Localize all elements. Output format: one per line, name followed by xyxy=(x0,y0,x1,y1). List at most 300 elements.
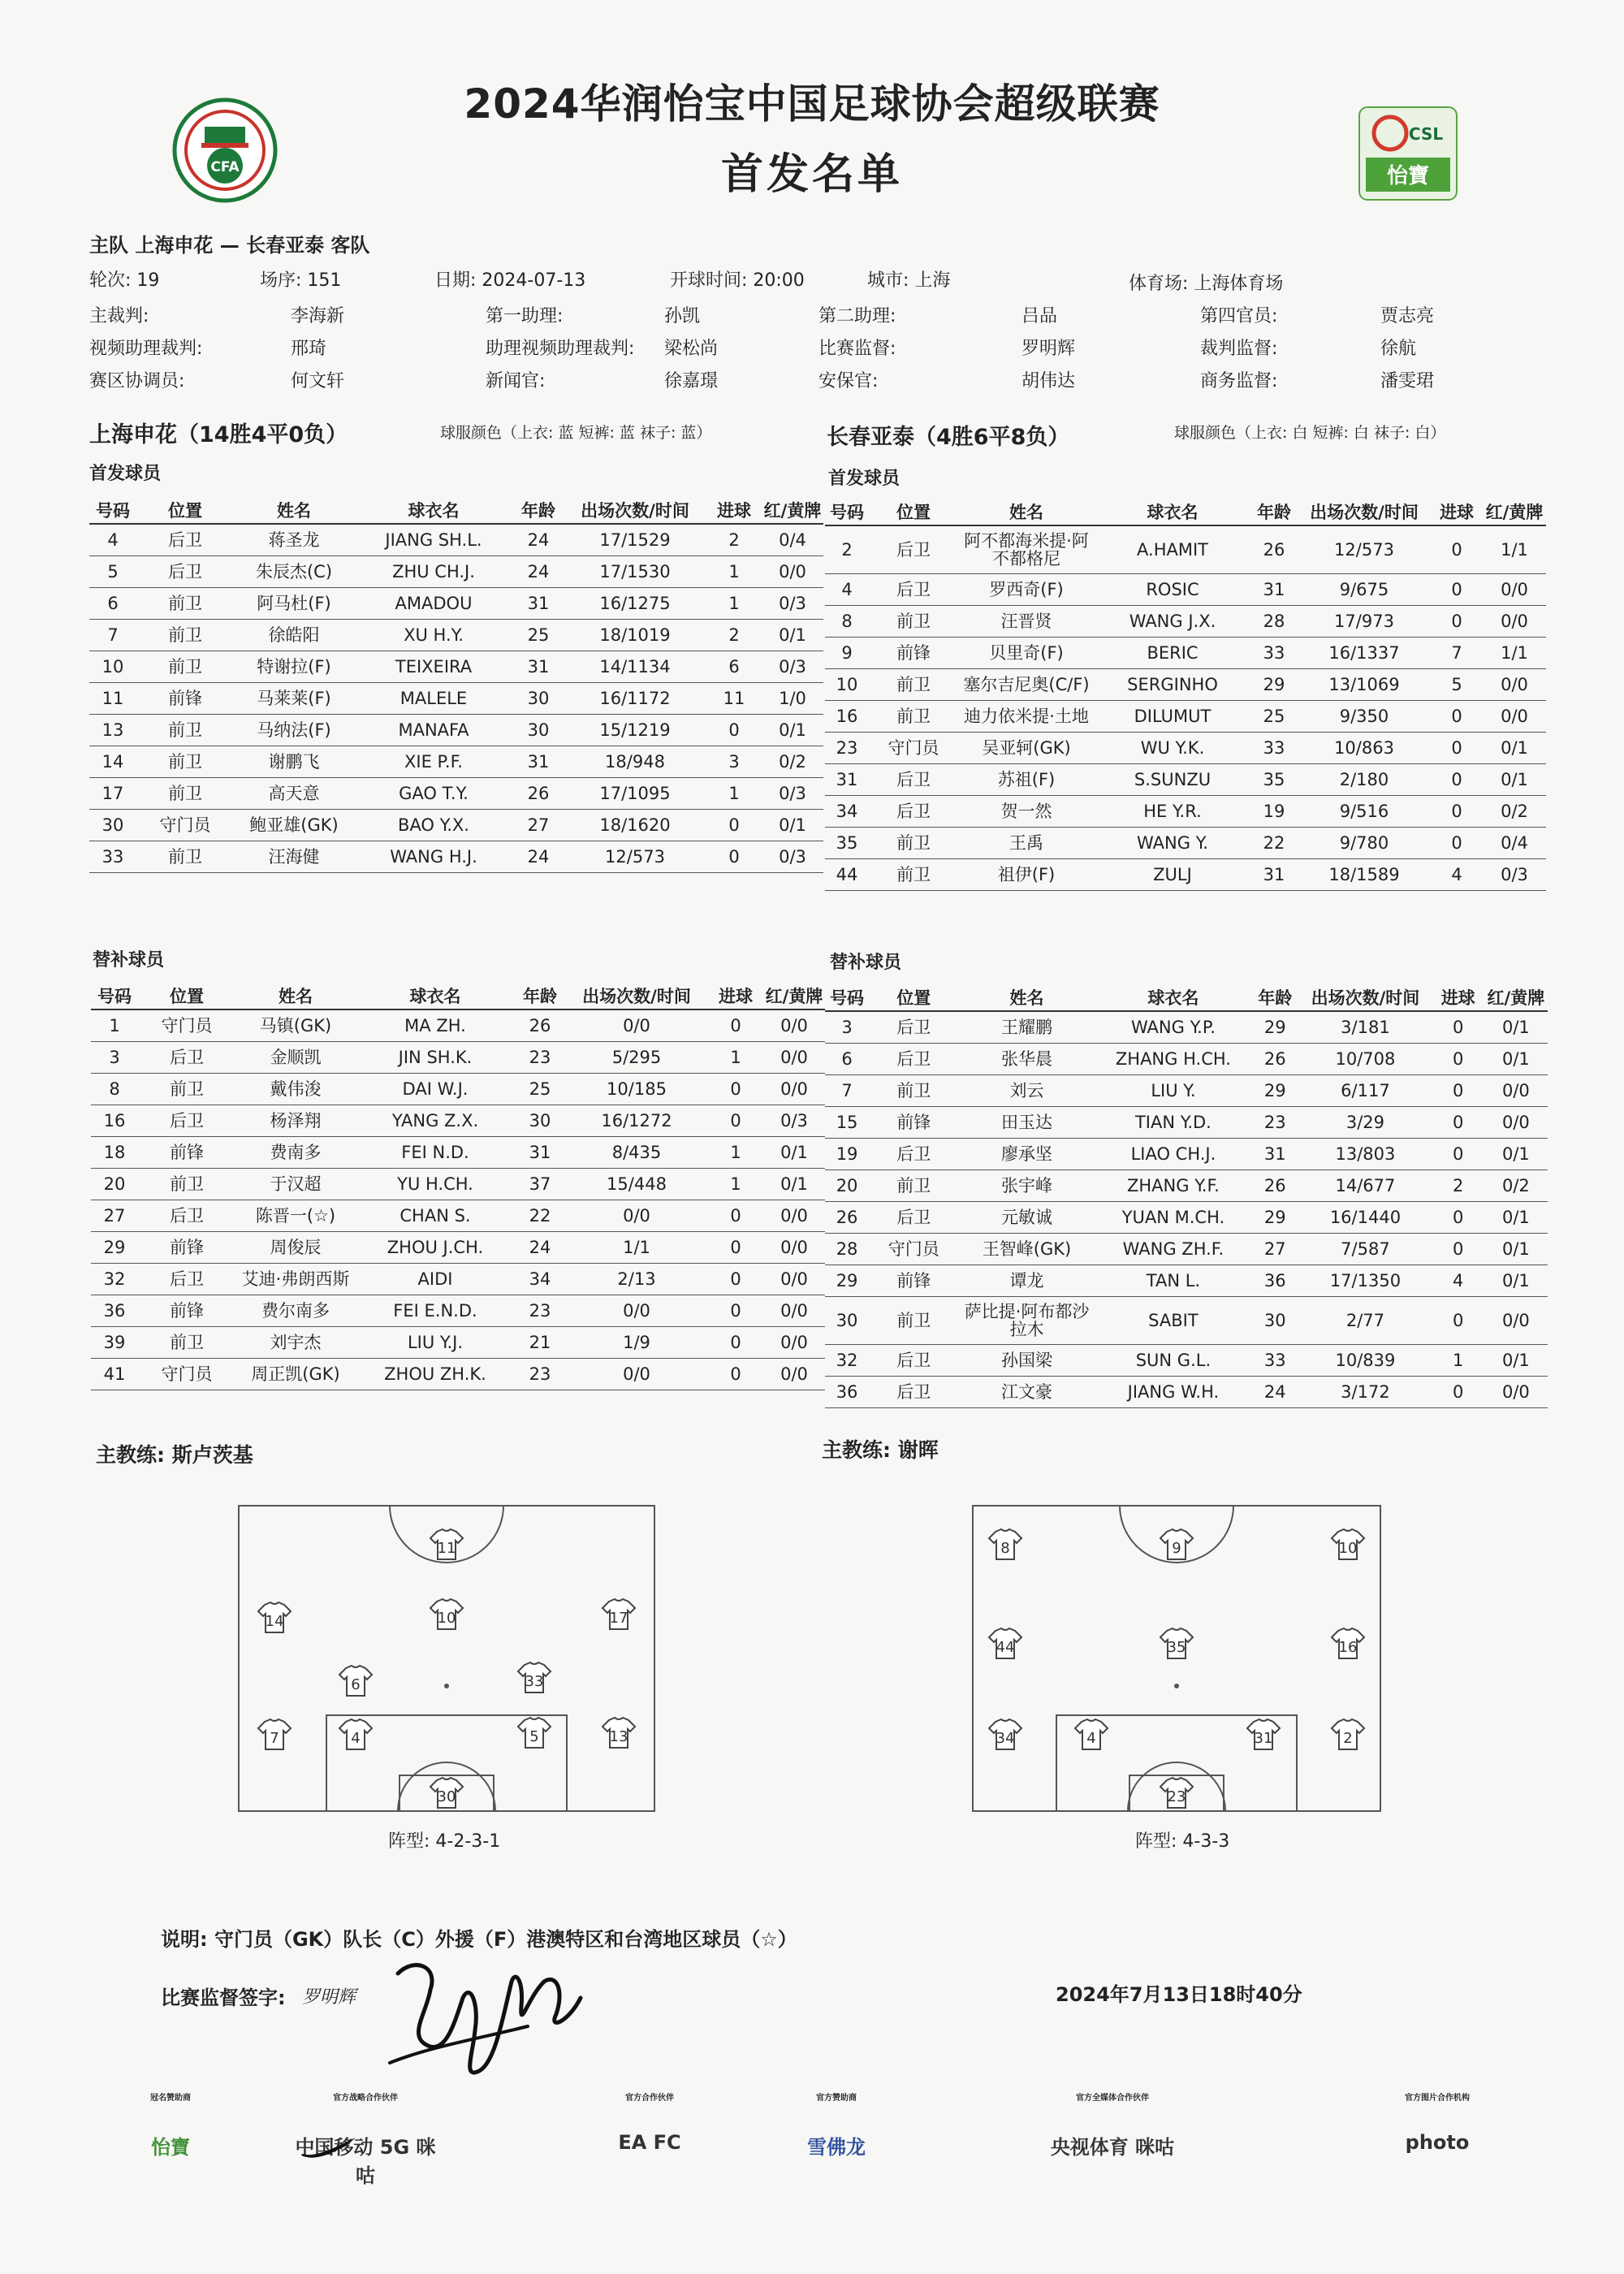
official-label: 助理视频助理裁判: xyxy=(486,339,635,359)
player-cell: 前卫 xyxy=(869,701,958,733)
sponsor-caption: 官方图片合作机构 xyxy=(1405,2094,1470,2103)
player-cell: 前锋 xyxy=(869,1107,958,1139)
player-cell: 守门员 xyxy=(138,1009,235,1042)
player-cell: 15/448 xyxy=(565,1169,708,1200)
official-label: 商务监督: xyxy=(1200,371,1278,391)
player-cell: 1 xyxy=(708,1137,763,1169)
shirt-number: 10 xyxy=(1338,1540,1358,1557)
player-row xyxy=(89,746,823,778)
player-cell: 0/0 xyxy=(1484,1075,1548,1107)
sponsor-logo: photo xyxy=(1405,2131,1470,2154)
player-cell: 9/780 xyxy=(1298,828,1431,859)
player-cell: 13 xyxy=(89,715,136,746)
player-row xyxy=(825,1377,1548,1408)
player-cell: 16 xyxy=(91,1105,138,1137)
player-cell: 0/1 xyxy=(1484,1044,1548,1075)
signature-label: 比赛监督签字: xyxy=(161,1987,286,2009)
player-row xyxy=(825,733,1546,764)
player-cell: 23 xyxy=(825,733,869,764)
player-cell: 阿马杜(F) xyxy=(234,588,354,620)
player-cell: 0 xyxy=(708,1295,763,1327)
player-cell: 2/77 xyxy=(1298,1297,1432,1345)
player-cell: 0/0 xyxy=(1483,574,1546,606)
player-cell: 3 xyxy=(706,746,762,778)
player-row xyxy=(89,588,823,620)
player-cell: 15 xyxy=(825,1107,869,1139)
player-cell: 0/0 xyxy=(762,556,823,588)
player-cell: 4 xyxy=(825,574,869,606)
player-cell: 35 xyxy=(825,828,869,859)
player-cell: 17 xyxy=(89,778,136,810)
player-cell: 2 xyxy=(706,524,762,556)
player-cell: WU Y.K. xyxy=(1095,733,1250,764)
player-cell: 0/0 xyxy=(1483,701,1546,733)
player-cell: 15/1219 xyxy=(564,715,706,746)
player-cell: 前卫 xyxy=(869,669,958,701)
column-header: 号码 xyxy=(825,499,869,525)
player-row xyxy=(91,1327,825,1359)
home-team-name: 上海申花（14胜4平0负） xyxy=(89,422,348,447)
shirt-number: 34 xyxy=(996,1730,1015,1747)
column-header: 年龄 xyxy=(1251,984,1298,1011)
player-cell: 刘宇杰 xyxy=(235,1327,356,1359)
player-cell: 后卫 xyxy=(869,574,958,606)
player-cell: 前卫 xyxy=(869,1075,958,1107)
teams-line: 主队 上海申花 — 长春亚泰 客队 xyxy=(89,234,370,257)
away-kit-colors: 球服颜色（上衣: 白 短裤: 白 袜子: 白） xyxy=(1174,424,1446,442)
page-title: 2024华润怡宝中国足球协会超级联赛 xyxy=(464,80,1160,128)
official-label: 第四官员: xyxy=(1200,306,1278,326)
player-cell: WANG Y. xyxy=(1095,828,1250,859)
player-cell: LIAO CH.J. xyxy=(1095,1139,1251,1170)
player-cell: 0 xyxy=(708,1009,763,1042)
player-cell: 31 xyxy=(515,1137,565,1169)
player-cell: 0/3 xyxy=(762,651,823,683)
official-name: 吕品 xyxy=(1021,306,1058,326)
player-cell: 0 xyxy=(1432,1139,1484,1170)
player-row xyxy=(91,1200,825,1232)
player-row xyxy=(825,1044,1548,1075)
column-header: 进球 xyxy=(708,983,763,1009)
player-cell: 后卫 xyxy=(869,1377,958,1408)
player-cell: 3 xyxy=(825,1011,869,1044)
player-row xyxy=(89,524,823,556)
column-header: 姓名 xyxy=(234,497,354,524)
player-cell: 16/1440 xyxy=(1298,1202,1432,1234)
player-row xyxy=(825,638,1546,669)
player-cell: 0/0 xyxy=(565,1200,708,1232)
sponsor-caption: 官方战略合作伙伴 xyxy=(333,2094,398,2103)
player-cell: 14/1134 xyxy=(564,651,706,683)
sponsor-logo: 中国移动 5G 咪咕 xyxy=(295,2136,436,2187)
player-cell: 17/1529 xyxy=(564,524,706,556)
player-cell: 0 xyxy=(1431,828,1483,859)
official-name: 潘雯珺 xyxy=(1380,371,1435,391)
player-shirt-icon xyxy=(430,1599,463,1629)
player-cell: 28 xyxy=(1250,606,1298,638)
player-cell: WANG ZH.F. xyxy=(1095,1234,1251,1265)
player-cell: 10 xyxy=(89,651,136,683)
player-row xyxy=(89,778,823,810)
column-header: 姓名 xyxy=(958,984,1095,1011)
player-row xyxy=(91,1359,825,1390)
player-cell: 贺一然 xyxy=(958,796,1095,828)
column-header: 出场次数/时间 xyxy=(565,983,708,1009)
player-cell: TAN L. xyxy=(1095,1265,1251,1297)
player-shirt-icon xyxy=(1332,1719,1364,1749)
player-shirt-icon xyxy=(603,1599,635,1629)
player-cell: ZHU CH.J. xyxy=(354,556,513,588)
away-subs-table xyxy=(825,984,1548,1408)
player-cell: YANG Z.X. xyxy=(356,1105,515,1137)
player-cell: 10/185 xyxy=(565,1074,708,1105)
official-name: 李海新 xyxy=(291,306,345,326)
player-cell: 前卫 xyxy=(136,651,234,683)
player-cell: 27 xyxy=(91,1200,138,1232)
player-cell: 3 xyxy=(91,1042,138,1074)
csl-logo-text: CSL xyxy=(1408,124,1444,144)
player-cell: 23 xyxy=(515,1042,565,1074)
player-cell: 23 xyxy=(515,1295,565,1327)
player-cell: 0/3 xyxy=(1483,859,1546,891)
player-cell: 守门员 xyxy=(869,733,958,764)
official-label: 裁判监督: xyxy=(1200,339,1278,359)
player-row xyxy=(91,1295,825,1327)
player-cell: 24 xyxy=(513,556,564,588)
player-cell: 前卫 xyxy=(869,1170,958,1202)
shirt-number: 13 xyxy=(609,1728,628,1745)
column-header: 年龄 xyxy=(513,497,564,524)
player-cell: 元敏诚 xyxy=(958,1202,1095,1234)
player-cell: 前卫 xyxy=(869,828,958,859)
player-cell: 前锋 xyxy=(869,638,958,669)
player-cell: 11 xyxy=(89,683,136,715)
player-cell: 30 xyxy=(89,810,136,841)
official-label: 新闻官: xyxy=(486,371,546,391)
sponsor-caption: 官方全媒体合作伙伴 xyxy=(1076,2094,1149,2103)
sponsor-caption: 冠名赞助商 xyxy=(150,2094,191,2103)
player-cell: 张宇峰 xyxy=(958,1170,1095,1202)
away-subs-label: 替补球员 xyxy=(830,953,902,973)
away-coach: 主教练: 谢晖 xyxy=(822,1438,939,1462)
player-cell: MA ZH. xyxy=(356,1009,515,1042)
player-cell: 前卫 xyxy=(869,1297,958,1345)
handwritten-signature xyxy=(382,1949,593,2095)
player-cell: 7 xyxy=(89,620,136,651)
shirt-number: 2 xyxy=(1343,1730,1353,1747)
player-cell: 0/3 xyxy=(762,778,823,810)
player-cell: 田玉达 xyxy=(958,1107,1095,1139)
player-cell: 32 xyxy=(91,1264,138,1295)
shirt-number: 5 xyxy=(529,1728,539,1745)
shirt-number: 17 xyxy=(609,1610,628,1627)
player-cell: 25 xyxy=(1250,701,1298,733)
player-cell: 31 xyxy=(1250,859,1298,891)
player-cell: 前锋 xyxy=(138,1137,235,1169)
player-row xyxy=(825,764,1546,796)
player-cell: 守门员 xyxy=(869,1234,958,1265)
official-label: 第一助理: xyxy=(486,306,564,326)
column-header: 球衣名 xyxy=(356,983,515,1009)
official-name: 罗明辉 xyxy=(1021,339,1076,359)
player-cell: 9/516 xyxy=(1298,796,1431,828)
player-cell: 0 xyxy=(1431,701,1483,733)
player-cell: 26 xyxy=(825,1202,869,1234)
player-cell: 0 xyxy=(1432,1044,1484,1075)
player-cell: 后卫 xyxy=(869,1139,958,1170)
player-row xyxy=(825,1297,1548,1345)
player-cell: GAO T.Y. xyxy=(354,778,513,810)
player-cell: 4 xyxy=(89,524,136,556)
player-cell: 26 xyxy=(513,778,564,810)
player-cell: 7 xyxy=(825,1075,869,1107)
player-cell: 12/573 xyxy=(1298,525,1431,574)
player-cell: 孙国梁 xyxy=(958,1345,1095,1377)
player-shirt-icon xyxy=(989,1529,1021,1559)
official-name: 胡伟达 xyxy=(1021,371,1076,391)
player-cell: 0/1 xyxy=(1484,1234,1548,1265)
home-starters-label: 首发球员 xyxy=(89,464,162,484)
player-cell: 0/1 xyxy=(1484,1202,1548,1234)
column-header: 进球 xyxy=(706,497,762,524)
column-header: 位置 xyxy=(136,497,234,524)
player-cell: 9 xyxy=(825,638,869,669)
shirt-number: 16 xyxy=(1338,1639,1358,1656)
player-cell: 33 xyxy=(1251,1345,1298,1377)
column-header: 红/黄牌 xyxy=(763,983,825,1009)
player-cell: 0/0 xyxy=(763,1009,825,1042)
player-row xyxy=(89,683,823,715)
player-cell: 徐皓阳 xyxy=(234,620,354,651)
home-starters-table xyxy=(89,497,823,873)
player-cell: 32 xyxy=(825,1345,869,1377)
player-cell: 0/0 xyxy=(565,1359,708,1390)
player-cell: 2 xyxy=(706,620,762,651)
player-cell: 0/3 xyxy=(762,588,823,620)
player-row xyxy=(89,556,823,588)
shirt-number: 4 xyxy=(1086,1730,1096,1747)
player-cell: AMADOU xyxy=(354,588,513,620)
player-cell: 0/3 xyxy=(762,841,823,873)
player-cell: 31 xyxy=(825,764,869,796)
shirt-number: 44 xyxy=(996,1639,1015,1656)
home-subs-table xyxy=(91,983,825,1390)
player-cell: 3/181 xyxy=(1298,1011,1432,1044)
player-row xyxy=(89,810,823,841)
player-cell: 汪海健 xyxy=(234,841,354,873)
player-cell: 0/1 xyxy=(763,1169,825,1200)
player-cell: MANAFA xyxy=(354,715,513,746)
column-header: 姓名 xyxy=(958,499,1095,525)
player-cell: 33 xyxy=(89,841,136,873)
sponsor-logo: EA FC xyxy=(618,2131,681,2154)
player-cell: 0/0 xyxy=(565,1295,708,1327)
player-row xyxy=(89,715,823,746)
player-cell: YUAN M.CH. xyxy=(1095,1202,1251,1234)
player-cell: 0/2 xyxy=(762,746,823,778)
player-row xyxy=(825,701,1546,733)
player-cell: 19 xyxy=(825,1139,869,1170)
player-cell: 0/0 xyxy=(763,1359,825,1390)
player-cell: 江文豪 xyxy=(958,1377,1095,1408)
player-cell: 0 xyxy=(1431,574,1483,606)
player-cell: 后卫 xyxy=(138,1200,235,1232)
player-cell: 后卫 xyxy=(869,1044,958,1075)
player-cell: 18/1589 xyxy=(1298,859,1431,891)
sponsor-logo: 雪佛龙 xyxy=(807,2136,866,2159)
player-cell: 30 xyxy=(825,1297,869,1345)
official-label: 第二助理: xyxy=(818,306,896,326)
player-cell: 王耀鹏 xyxy=(958,1011,1095,1044)
player-cell: 陈晋一(☆) xyxy=(235,1200,356,1232)
player-cell: 3/172 xyxy=(1298,1377,1432,1408)
player-cell: 23 xyxy=(1251,1107,1298,1139)
player-cell: 26 xyxy=(1251,1170,1298,1202)
player-cell: 24 xyxy=(513,841,564,873)
player-cell: ROSIC xyxy=(1095,574,1250,606)
player-shirt-icon xyxy=(989,1719,1021,1749)
column-header: 出场次数/时间 xyxy=(564,497,706,524)
player-cell: 4 xyxy=(1432,1265,1484,1297)
player-cell: 36 xyxy=(91,1295,138,1327)
player-cell: 0 xyxy=(1431,764,1483,796)
match-number: 场序: 151 xyxy=(260,270,342,291)
column-header: 号码 xyxy=(89,497,136,524)
player-cell: 0 xyxy=(708,1327,763,1359)
shirt-number: 10 xyxy=(437,1610,456,1627)
player-row xyxy=(825,606,1546,638)
player-cell: 23 xyxy=(515,1359,565,1390)
player-cell: 13/1069 xyxy=(1298,669,1431,701)
player-cell: 后卫 xyxy=(869,525,958,574)
player-cell: 戴伟浚 xyxy=(235,1074,356,1105)
sponsor-caption: 官方赞助商 xyxy=(816,2094,857,2103)
player-cell: 21 xyxy=(515,1327,565,1359)
player-row xyxy=(825,1202,1548,1234)
player-row xyxy=(825,525,1546,574)
column-header: 位置 xyxy=(869,499,958,525)
home-formation-pitch xyxy=(237,1504,656,1813)
shirt-number: 11 xyxy=(437,1540,456,1557)
player-cell: 后卫 xyxy=(869,1345,958,1377)
player-cell: 0/0 xyxy=(1484,1297,1548,1345)
player-cell: ZHOU ZH.K. xyxy=(356,1359,515,1390)
player-cell: 前卫 xyxy=(869,859,958,891)
player-shirt-icon xyxy=(430,1529,463,1559)
player-row xyxy=(91,1042,825,1074)
player-row xyxy=(89,620,823,651)
player-cell: 16/1172 xyxy=(564,683,706,715)
player-cell: 0/0 xyxy=(1483,606,1546,638)
player-cell: 0/1 xyxy=(1484,1265,1548,1297)
player-cell: 0/1 xyxy=(1483,733,1546,764)
player-cell: 1 xyxy=(1432,1345,1484,1377)
sponsor-logo: 央视体育 咪咕 xyxy=(1050,2136,1175,2159)
player-cell: 4 xyxy=(1431,859,1483,891)
player-cell: 24 xyxy=(513,524,564,556)
player-cell: 于汉超 xyxy=(235,1169,356,1200)
column-header: 号码 xyxy=(825,984,869,1011)
shirt-number: 33 xyxy=(525,1673,544,1690)
player-cell: FEI E.N.D. xyxy=(356,1295,515,1327)
player-cell: 6/117 xyxy=(1298,1075,1432,1107)
player-cell: 0/1 xyxy=(1484,1011,1548,1044)
player-cell: 0/1 xyxy=(762,620,823,651)
home-coach: 主教练: 斯卢茨基 xyxy=(96,1443,253,1467)
player-row xyxy=(91,1137,825,1169)
player-cell: 塞尔吉尼奥(C/F) xyxy=(958,669,1095,701)
player-row xyxy=(91,1105,825,1137)
player-shirt-icon xyxy=(518,1662,551,1693)
player-cell: 前卫 xyxy=(138,1327,235,1359)
player-cell: 0/0 xyxy=(1483,669,1546,701)
player-cell: 0 xyxy=(1432,1075,1484,1107)
player-cell: TIAN Y.D. xyxy=(1095,1107,1251,1139)
official-label: 比赛监督: xyxy=(818,339,896,359)
player-cell: 8 xyxy=(825,606,869,638)
player-cell: 后卫 xyxy=(136,524,234,556)
player-cell: 0/1 xyxy=(762,810,823,841)
player-row xyxy=(91,1264,825,1295)
official-label: 主裁判: xyxy=(89,306,149,326)
player-cell: 1 xyxy=(91,1009,138,1042)
player-cell: 艾迪·弗朗西斯 xyxy=(235,1264,356,1295)
player-cell: 26 xyxy=(1251,1044,1298,1075)
player-cell: 0/4 xyxy=(1483,828,1546,859)
player-row xyxy=(91,1169,825,1200)
player-cell: 36 xyxy=(1251,1265,1298,1297)
player-cell: MALELE xyxy=(354,683,513,715)
player-cell: SABIT xyxy=(1095,1297,1251,1345)
player-cell: BERIC xyxy=(1095,638,1250,669)
shirt-number: 35 xyxy=(1167,1639,1186,1656)
player-cell: 35 xyxy=(1250,764,1298,796)
player-cell: 特谢拉(F) xyxy=(234,651,354,683)
player-cell: 0/0 xyxy=(763,1074,825,1105)
player-cell: 0 xyxy=(708,1200,763,1232)
player-cell: ZHOU J.CH. xyxy=(356,1232,515,1264)
player-cell: 吴亚轲(GK) xyxy=(958,733,1095,764)
player-cell: 20 xyxy=(825,1170,869,1202)
player-cell: 1/9 xyxy=(565,1327,708,1359)
player-cell: 前卫 xyxy=(136,715,234,746)
player-cell: 后卫 xyxy=(869,1011,958,1044)
player-cell: 朱辰杰(C) xyxy=(234,556,354,588)
player-cell: 26 xyxy=(1250,525,1298,574)
player-cell: AIDI xyxy=(356,1264,515,1295)
player-cell: 5/295 xyxy=(565,1042,708,1074)
player-row xyxy=(825,828,1546,859)
player-cell: A.HAMIT xyxy=(1095,525,1250,574)
player-shirt-icon xyxy=(603,1718,635,1748)
player-cell: 0/1 xyxy=(1484,1345,1548,1377)
player-cell: 18 xyxy=(91,1137,138,1169)
player-cell: 37 xyxy=(515,1169,565,1200)
player-cell: 金顺凯 xyxy=(235,1042,356,1074)
player-cell: 0 xyxy=(708,1359,763,1390)
player-cell: 27 xyxy=(513,810,564,841)
player-cell: 1 xyxy=(706,588,762,620)
player-cell: 守门员 xyxy=(138,1359,235,1390)
player-cell: 迪力依米提·土地 xyxy=(958,701,1095,733)
player-cell: 后卫 xyxy=(138,1042,235,1074)
player-cell: 谢鹏飞 xyxy=(234,746,354,778)
player-cell: 24 xyxy=(515,1232,565,1264)
player-cell: 25 xyxy=(513,620,564,651)
player-cell: 前锋 xyxy=(136,683,234,715)
player-cell: 王智峰(GK) xyxy=(958,1234,1095,1265)
player-cell: 周俊辰 xyxy=(235,1232,356,1264)
